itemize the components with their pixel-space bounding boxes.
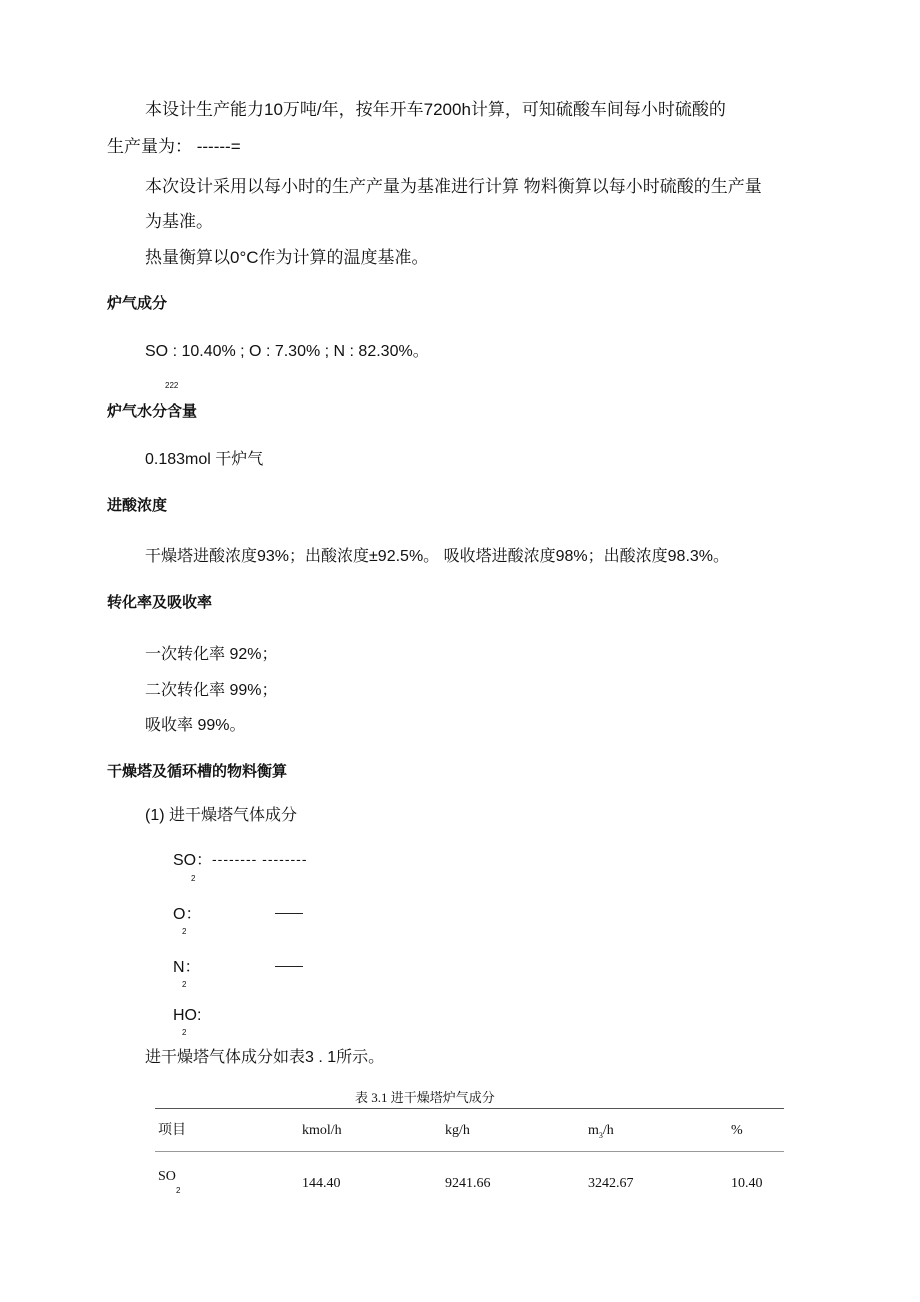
table-reference: 进干燥塔气体成分如表3 . 1所示。 (145, 1049, 385, 1066)
component-o2-label: O： (173, 906, 202, 923)
component-n2-dashes: —— (275, 957, 303, 973)
component-n2-label: N： (173, 959, 201, 976)
gas-composition: SO : 10.40% ; O : 7.30% ; N : 82.30%。 (145, 343, 429, 360)
intro-line-2: 生产量为： ------= (107, 137, 241, 156)
heading-material-balance: 干燥塔及循环槽的物料衡算 (107, 763, 288, 780)
component-o2-subscript: 2 (182, 927, 187, 936)
rate-item: 一次转化率 92%； (145, 646, 278, 663)
header-item: 项目 (158, 1123, 186, 1138)
gas-subscripts: 222 (165, 381, 179, 390)
step-1-label: (1) 进干燥塔气体成分 (145, 807, 298, 824)
row-item: SO (158, 1169, 176, 1184)
table-header-rule (155, 1151, 784, 1152)
component-n2-subscript: 2 (182, 980, 187, 989)
heading-rates: 转化率及吸收率 (107, 594, 213, 611)
header-kmol: kmol/h (302, 1123, 342, 1138)
table-caption: 表 3.1 进干燥塔炉气成分 (355, 1090, 495, 1105)
intro-line-1: 本设计生产能力10万吨/年，按年开车7200h计算，可知硫酸车间每小时硫酸的 (145, 100, 726, 119)
component-so2-subscript: 2 (191, 874, 196, 883)
rate-item: 吸收率 99%。 (145, 717, 246, 734)
row-kmol: 144.40 (302, 1176, 341, 1191)
component-o2-dashes: —— (275, 904, 303, 920)
table-top-rule (155, 1108, 784, 1109)
component-h2o-subscript: 2 (182, 1028, 187, 1037)
rate-item: 二次转化率 99%； (145, 682, 278, 699)
acid-concentration-value: 干燥塔进酸浓度93%；出酸浓度±92.5%。 吸收塔进酸浓度98%；出酸浓度98.3%。 (145, 548, 730, 565)
component-so2-label: SO： (173, 852, 213, 869)
heading-furnace-gas: 炉气成分 (107, 295, 168, 312)
intro-line-3: 本次设计采用以每小时的生产产量为基准进行计算 物料衡算以每小时硫酸的生产量 (145, 177, 762, 196)
heading-acid-concentration: 进酸浓度 (107, 497, 168, 514)
component-so2-dashes: -------- -------- (212, 851, 308, 867)
intro-line-5: 热量衡算以0°C作为计算的温度基准。 (145, 248, 429, 267)
moisture-value: 0.183mol 干炉气 (145, 451, 264, 468)
header-kg: kg/h (445, 1123, 470, 1138)
component-h2o-label: HO: (173, 1007, 202, 1024)
row-item-subscript: 2 (176, 1186, 181, 1195)
row-kg: 9241.66 (445, 1176, 491, 1191)
header-percent: % (731, 1123, 743, 1138)
intro-line-4: 为基准。 (145, 212, 213, 231)
row-percent: 10.40 (731, 1176, 763, 1191)
row-m3: 3242.67 (588, 1176, 634, 1191)
heading-moisture: 炉气水分含量 (107, 403, 198, 420)
header-m3: $m_3/h$ (588, 1123, 614, 1140)
